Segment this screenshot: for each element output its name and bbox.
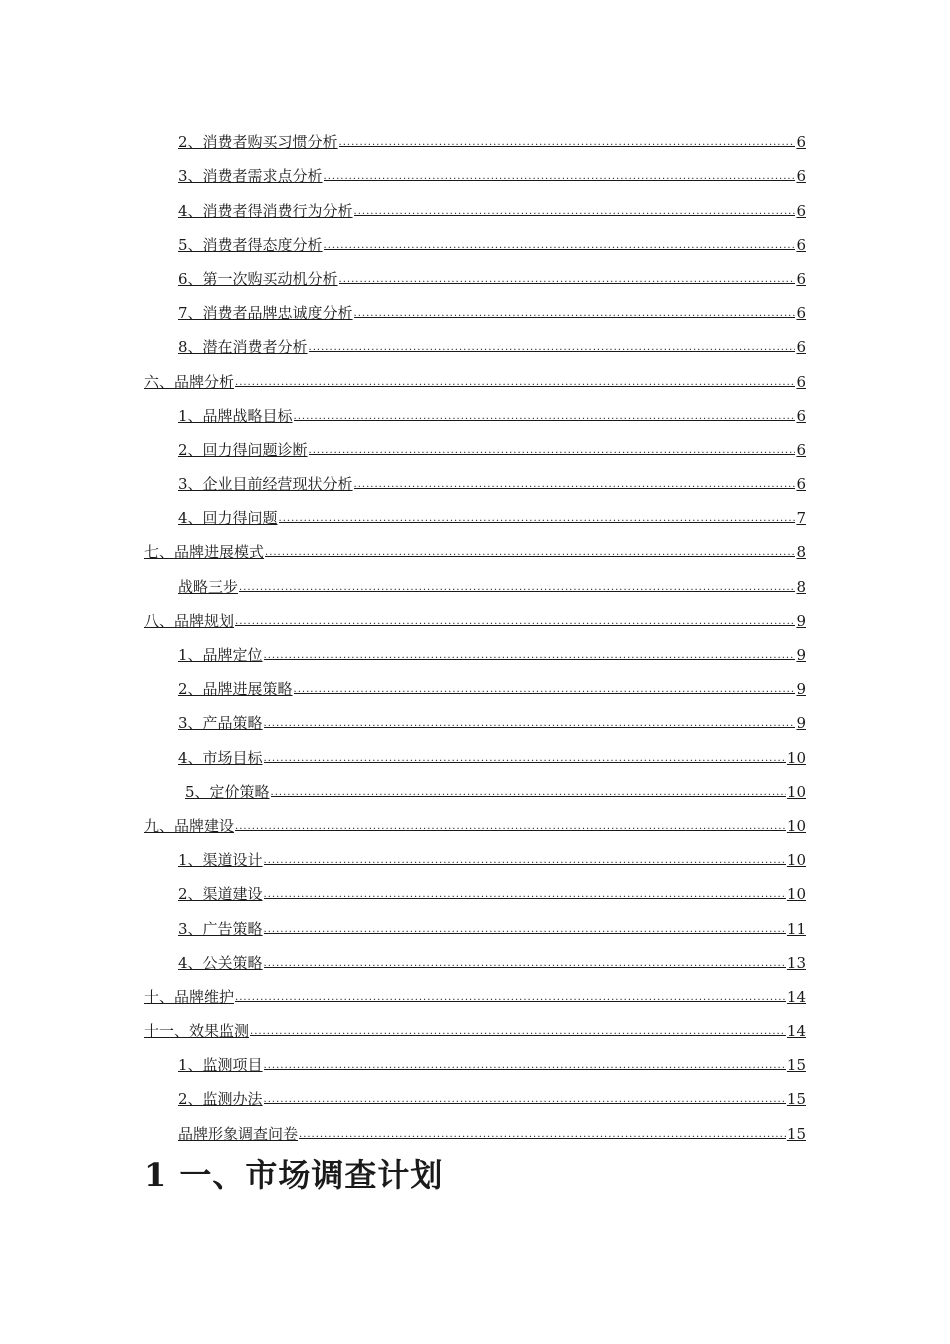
toc-entry-label: 1、品牌战略目标 [178,406,293,425]
toc-entry[interactable] [144,945,806,979]
toc-entry-label: 4、消费者得消费行为分析 [178,201,353,220]
toc-entry[interactable] [144,500,806,534]
toc-dot-leader [264,1094,786,1106]
toc-entry[interactable] [144,398,806,432]
toc-dot-leader [265,547,795,559]
toc-entry-label: 5、消费者得态度分析 [178,235,323,254]
toc-entry-page-number: 6 [796,235,806,254]
toc-entry[interactable] [144,739,806,773]
toc-dot-leader [309,445,796,457]
toc-dot-leader [294,411,796,423]
toc-entry-label: 1、监测项目 [178,1056,263,1075]
toc-entry[interactable] [144,158,806,192]
toc-entry-page-number: 14 [786,1022,806,1041]
toc-dot-leader [324,171,796,183]
toc-dot-leader [279,513,796,525]
toc-dot-leader [264,1060,786,1072]
toc-entry[interactable] [144,603,806,637]
toc-dot-leader [235,377,795,389]
toc-entry[interactable] [144,842,806,876]
toc-entry-label: 2、回力得问题诊断 [178,440,308,459]
toc-entry-label: 3、企业目前经营现状分析 [178,475,353,494]
toc-entry-label: 6、第一次购买动机分析 [178,269,338,288]
toc-entry-label: 4、回力得问题 [178,509,278,528]
toc-dot-leader [264,718,796,730]
toc-entry-label: 战略三步 [178,577,239,596]
toc-dot-leader [264,855,786,867]
toc-entry-page-number: 10 [786,782,806,801]
toc-entry-page-number: 9 [796,714,806,733]
toc-entry-page-number: 9 [796,611,806,630]
toc-entry-label: 2、品牌进展策略 [178,680,293,699]
toc-dot-leader [271,787,786,799]
section-heading: 1 一、市场调查计划 [144,1156,444,1194]
toc-entry-label: 7、消费者品牌忠诚度分析 [178,304,353,323]
toc-entry-label: 4、公关策略 [178,953,263,972]
toc-entry[interactable] [144,979,806,1013]
toc-dot-leader [235,992,786,1004]
toc-entry[interactable] [144,261,806,295]
toc-entry[interactable] [144,637,806,671]
toc-entry[interactable] [144,808,806,842]
toc-entry-page-number: 15 [786,1090,806,1109]
toc-entry[interactable] [144,124,806,158]
toc-entry[interactable] [144,534,806,568]
toc-dot-leader [299,1129,786,1141]
toc-entry-page-number: 10 [786,748,806,767]
toc-entry[interactable] [144,671,806,705]
table-of-contents [144,124,806,1150]
toc-entry-label: 1、品牌定位 [178,646,263,664]
toc-dot-leader [235,821,786,833]
toc-entry-label: 3、广告策略 [178,919,263,938]
toc-entry-label: 2、监测办法 [178,1090,263,1109]
toc-entry-label: 3、消费者需求点分析 [178,167,323,186]
toc-entry-page-number: 6 [796,269,806,288]
toc-entry-page-number: 10 [786,851,806,870]
toc-entry[interactable] [144,227,806,261]
toc-dot-leader [239,582,795,594]
toc-dot-leader [354,206,796,218]
toc-entry-label: 5、定价策略 [185,782,270,801]
toc-entry-label: 品牌形象调查问卷 [178,1124,299,1143]
toc-dot-leader [264,958,786,970]
toc-dot-leader [264,924,786,936]
toc-entry-label: 2、消费者购买习惯分析 [178,133,338,152]
toc-entry-page-number: 6 [796,304,806,323]
toc-entry-page-number: 10 [786,885,806,904]
toc-dot-leader [339,274,796,286]
toc-entry-page-number: 6 [796,338,806,357]
toc-entry[interactable] [144,363,806,397]
toc-entry-page-number: 11 [786,919,806,938]
toc-entry-page-number: 8 [796,577,806,596]
toc-entry-page-number: 6 [796,440,806,459]
toc-entry-label: 8、潜在消费者分析 [178,338,308,357]
toc-entry[interactable] [144,568,806,602]
toc-entry[interactable] [144,1115,806,1149]
toc-dot-leader [339,137,796,149]
toc-entry-label: 4、市场目标 [178,748,263,767]
toc-entry-page-number: 6 [796,406,806,425]
toc-entry-label: 八、品牌规划 [144,611,235,630]
toc-entry-page-number: 7 [796,509,806,528]
toc-entry-page-number: 9 [796,646,806,664]
toc-entry[interactable] [144,329,806,363]
toc-entry-page-number: 15 [786,1056,806,1075]
toc-entry-label: 1、渠道设计 [178,851,263,870]
toc-dot-leader [264,650,796,662]
toc-entry[interactable] [144,192,806,226]
toc-entry-label: 七、品牌进展模式 [144,543,265,562]
toc-entry-page-number: 6 [796,133,806,152]
toc-dot-leader [294,684,796,696]
toc-dot-leader [309,342,796,354]
toc-entry-page-number: 6 [796,201,806,220]
toc-entry[interactable] [144,432,806,466]
toc-dot-leader [264,753,786,765]
toc-dot-leader [324,240,796,252]
toc-entry[interactable] [144,705,806,739]
toc-entry-label: 九、品牌建设 [144,816,235,835]
toc-entry[interactable] [144,295,806,329]
toc-entry-page-number: 8 [796,543,806,562]
toc-entry-page-number: 10 [786,816,806,835]
toc-dot-leader [354,479,796,491]
toc-dot-leader [264,889,786,901]
toc-entry-label: 六、品牌分析 [144,372,235,391]
toc-entry-page-number: 6 [796,475,806,494]
toc-entry-label: 2、渠道建设 [178,885,263,904]
toc-entry[interactable] [144,1081,806,1115]
toc-entry[interactable] [144,466,806,500]
toc-entry[interactable] [144,1013,806,1047]
toc-entry-label: 十、品牌维护 [144,987,235,1006]
toc-entry[interactable] [144,1047,806,1081]
toc-entry-page-number: 15 [786,1124,806,1143]
toc-entry-page-number: 9 [796,680,806,699]
toc-entry-page-number: 13 [786,953,806,972]
toc-dot-leader [354,308,796,320]
toc-dot-leader [250,1026,786,1038]
toc-entry-label: 3、产品策略 [178,714,263,733]
toc-entry[interactable] [144,876,806,910]
toc-entry-page-number: 6 [796,372,806,391]
toc-entry-page-number: 14 [786,987,806,1006]
toc-entry[interactable] [144,910,806,944]
toc-entry[interactable] [144,774,806,808]
toc-entry-label: 十一、效果监测 [144,1022,250,1041]
toc-dot-leader [235,616,795,628]
toc-entry-page-number: 6 [796,167,806,186]
